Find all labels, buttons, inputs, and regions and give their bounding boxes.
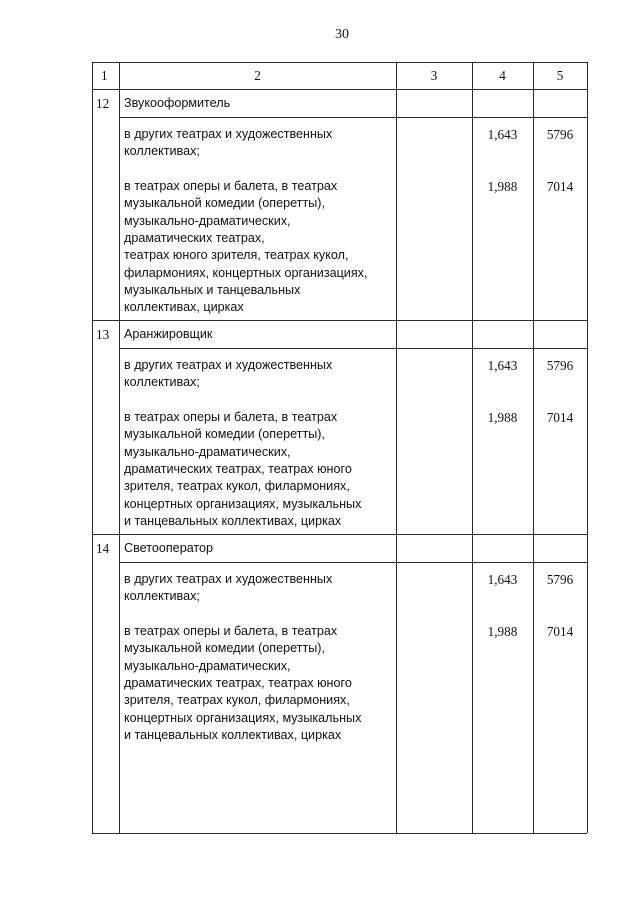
row-number: 13 (96, 327, 110, 342)
coefficient-value: 1,988 (487, 410, 518, 425)
item-text-line: в театрах оперы и балета, в театрах (124, 624, 338, 638)
item-text-line: театрах юного зрителя, театрах кукол, (124, 248, 349, 263)
item-text-line: драматических театрах, театрах юного (124, 461, 352, 476)
coefficient-value: 1,988 (487, 624, 518, 639)
header-cell-3: 3 (430, 68, 438, 83)
item-text-line: концертных организациях, музыкальных (124, 710, 362, 725)
item-text-line: в театрах оперы и балета, в театрах (124, 179, 338, 193)
item-text-line: музыкально-драматических, (124, 658, 291, 673)
item-text-line: музыкальных и танцевальных (124, 282, 301, 297)
item-text-line: музыкально-драматических, (124, 213, 291, 228)
item-text-line: коллективах; (124, 375, 200, 390)
item-text-line: музыкальной комедии (оперетты), (124, 196, 325, 211)
coefficient-value: 1,643 (487, 358, 518, 373)
item-text-line: музыкальной комедии (оперетты), (124, 641, 325, 656)
item-text-line: и танцевальных коллективах, цирках (124, 513, 342, 528)
header-cell-5: 5 (556, 68, 564, 83)
item-text-line: в других театрах и художественных (124, 572, 333, 586)
item-text-line: концертных организациях, музыкальных (124, 496, 362, 511)
header-cell-4: 4 (499, 68, 506, 83)
header-cell-2: 2 (254, 68, 261, 83)
row-title: Светооператор (124, 541, 214, 555)
item-text-line: филармониях, концертных организациях, (124, 265, 368, 280)
row-number: 12 (96, 96, 110, 111)
salary-value: 7014 (546, 410, 574, 425)
item-text-line: коллективах; (124, 589, 200, 604)
item-text-line: в других театрах и художественных (124, 127, 333, 141)
item-text-line: музыкальной комедии (оперетты), (124, 427, 325, 442)
salary-value: 7014 (546, 624, 574, 639)
salary-value: 5796 (546, 127, 574, 142)
coefficient-value: 1,643 (487, 127, 518, 142)
row-title: Звукооформитель (124, 96, 231, 110)
item-text-line: и танцевальных коллективах, цирках (124, 727, 342, 742)
coefficient-value: 1,643 (487, 572, 518, 587)
item-text-line: зрителя, театрах кукол, филармониях, (124, 693, 350, 708)
header-cell-1: 1 (101, 68, 108, 83)
item-text-line: зрителя, театрах кукол, филармониях, (124, 479, 350, 494)
row-title: Аранжировщик (124, 327, 213, 341)
row-number: 14 (96, 541, 110, 556)
item-text-line: музыкально-драматических, (124, 444, 291, 459)
salary-value: 5796 (546, 572, 574, 587)
salary-value: 7014 (546, 179, 574, 194)
item-text-line: коллективах, цирках (124, 300, 244, 315)
page-number: 30 (335, 27, 349, 42)
item-text-line: в театрах оперы и балета, в театрах (124, 410, 338, 424)
item-text-line: в других театрах и художественных (124, 358, 333, 372)
salary-value: 5796 (546, 358, 574, 373)
item-text-line: драматических театрах, (124, 230, 265, 245)
coefficient-value: 1,988 (487, 179, 518, 194)
item-text-line: драматических театрах, театрах юного (124, 675, 352, 690)
item-text-line: коллективах; (124, 144, 200, 159)
